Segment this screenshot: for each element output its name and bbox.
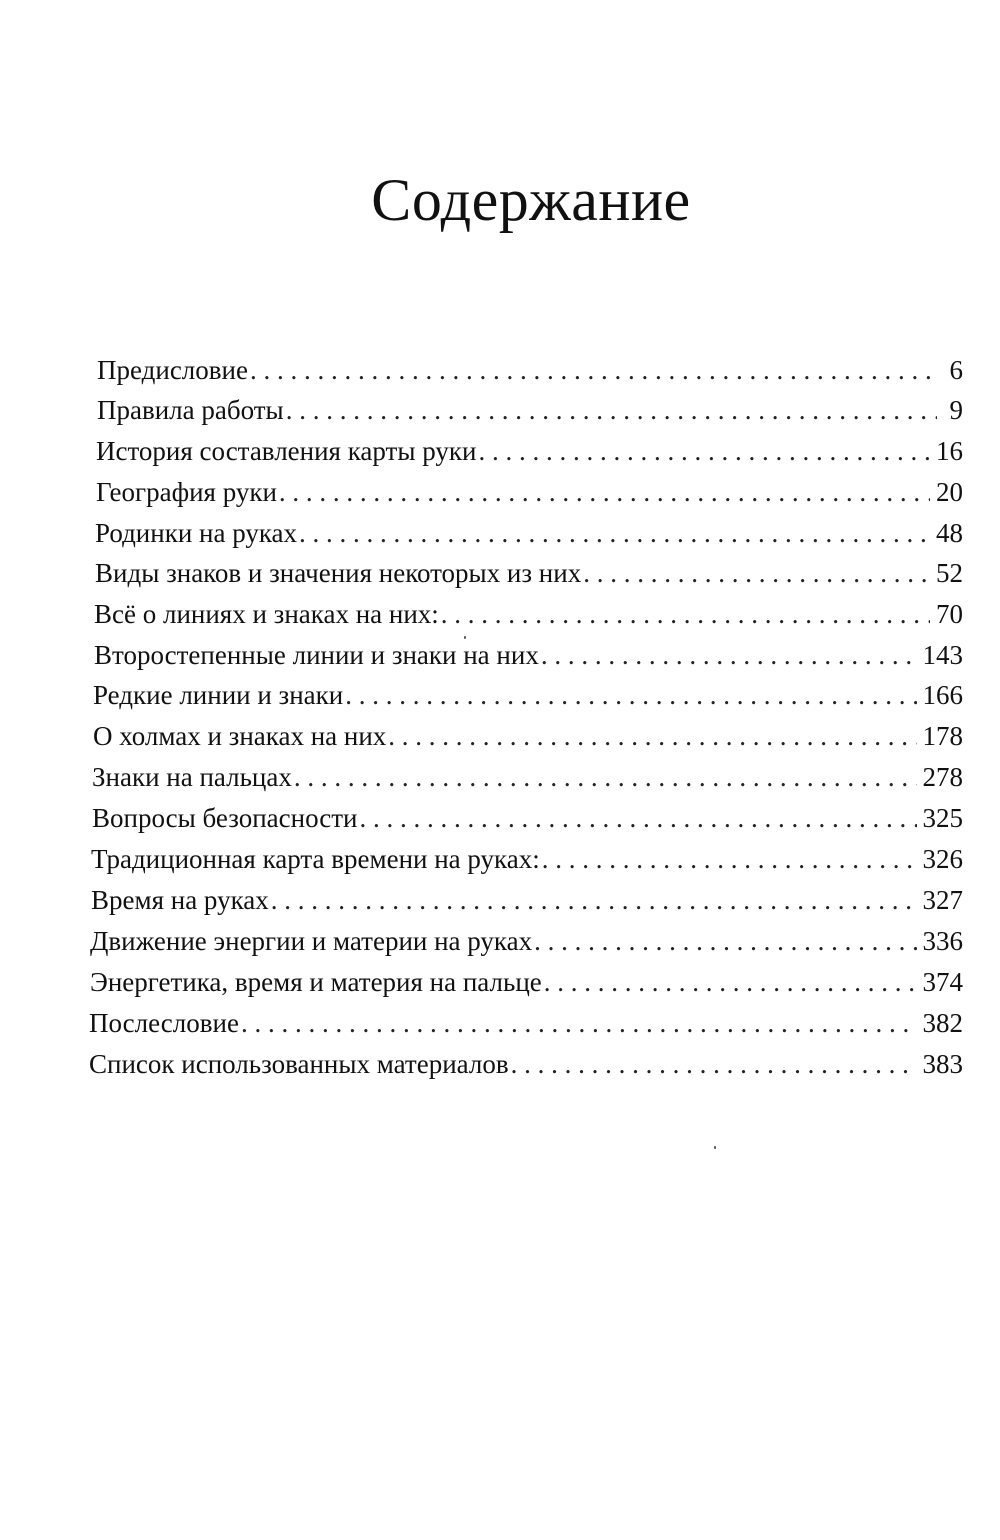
dot-leader xyxy=(345,675,916,715)
print-speck xyxy=(464,636,466,639)
toc-entry-label: Редкие линии и знаки xyxy=(93,680,344,710)
toc-entry-page: 326 xyxy=(922,844,963,874)
toc-entry xyxy=(91,839,963,879)
toc-entry xyxy=(90,921,963,961)
toc-entry-label: Время на руках xyxy=(91,885,269,915)
toc-entry xyxy=(92,798,963,838)
dot-leader xyxy=(388,716,916,756)
toc-entry-label: Энергетика, время и материя на пальце xyxy=(90,967,542,997)
toc-entry-label: О холмах и знаках на них xyxy=(93,721,387,751)
toc-entry-page: 327 xyxy=(922,885,963,915)
toc-entry xyxy=(95,513,963,553)
page-title: Содержание xyxy=(371,167,691,233)
toc-entry-page: 9 xyxy=(949,395,963,425)
toc-entry-label: Второстепенные линии и знаки на них xyxy=(94,640,539,670)
toc-entry-label: Предисловие xyxy=(97,355,248,385)
toc-entry-page: 374 xyxy=(922,967,963,997)
dot-leader xyxy=(294,757,917,797)
toc-entry-label: Знаки на пальцах xyxy=(92,762,292,792)
dot-leader xyxy=(541,635,917,675)
dot-leader xyxy=(544,962,917,1002)
toc-entry xyxy=(92,757,963,797)
toc-entry xyxy=(91,880,963,920)
dot-leader xyxy=(534,921,916,961)
toc-entry-label: Правила работы xyxy=(97,395,284,425)
toc-entry xyxy=(94,635,963,675)
toc-entry xyxy=(97,350,963,390)
toc-entry-page: 48 xyxy=(936,518,963,548)
toc-entry-label: Список использованных материалов xyxy=(89,1049,509,1079)
toc-entry xyxy=(96,472,963,512)
toc-entry-page: 20 xyxy=(936,477,963,507)
toc-entry-page: 336 xyxy=(922,926,963,956)
toc-entry-page: 383 xyxy=(922,1049,963,1079)
toc-entry-label: Родинки на руках xyxy=(95,518,298,548)
toc-entry-label: История составления карты руки xyxy=(96,436,477,466)
dot-leader xyxy=(478,431,930,471)
dot-leader xyxy=(583,553,930,593)
toc-entry-page: 178 xyxy=(922,721,963,751)
toc-entry xyxy=(94,594,963,634)
toc-entry-page: 16 xyxy=(936,436,963,466)
toc-entry-label: Движение энергии и материи на руках xyxy=(90,926,533,956)
toc-entry-page: 52 xyxy=(936,558,963,588)
toc-entry-label: География руки xyxy=(96,477,277,507)
toc-entry-label: Вопросы безопасности xyxy=(92,803,358,833)
toc-entry-label: Виды знаков и значения некоторых из них xyxy=(95,558,582,588)
toc-entry xyxy=(89,1044,963,1084)
toc-entry-page: 143 xyxy=(922,640,963,670)
toc-entry xyxy=(93,716,963,756)
dot-leader xyxy=(286,390,937,430)
dot-leader xyxy=(359,798,916,838)
toc-entry-label: Традиционная карта времени на руках: xyxy=(91,844,540,874)
toc-entry-page: 166 xyxy=(922,680,963,710)
toc-entry-page: 382 xyxy=(922,1008,963,1038)
dot-leader xyxy=(542,839,917,879)
dot-leader xyxy=(299,513,930,553)
toc-entry xyxy=(96,431,963,471)
dot-leader xyxy=(241,1003,917,1043)
toc-entry xyxy=(97,390,963,430)
toc-entry-page: 325 xyxy=(922,803,963,833)
toc-entry xyxy=(89,1003,963,1043)
toc-entry-page: 6 xyxy=(949,355,963,385)
toc-entry-label: Послесловие xyxy=(89,1008,239,1038)
print-speck xyxy=(714,1146,716,1149)
dot-leader xyxy=(511,1044,917,1084)
toc-entry-page: 70 xyxy=(936,599,963,629)
toc-entry-page: 278 xyxy=(922,762,963,792)
toc-entry xyxy=(93,675,963,715)
toc-entry-label: Всё о линиях и знаках на них: xyxy=(94,599,439,629)
dot-leader xyxy=(279,472,930,512)
toc-entry xyxy=(90,962,963,1002)
dot-leader xyxy=(250,350,937,390)
dot-leader xyxy=(441,594,930,634)
toc-entry xyxy=(95,553,963,593)
dot-leader xyxy=(271,880,917,920)
